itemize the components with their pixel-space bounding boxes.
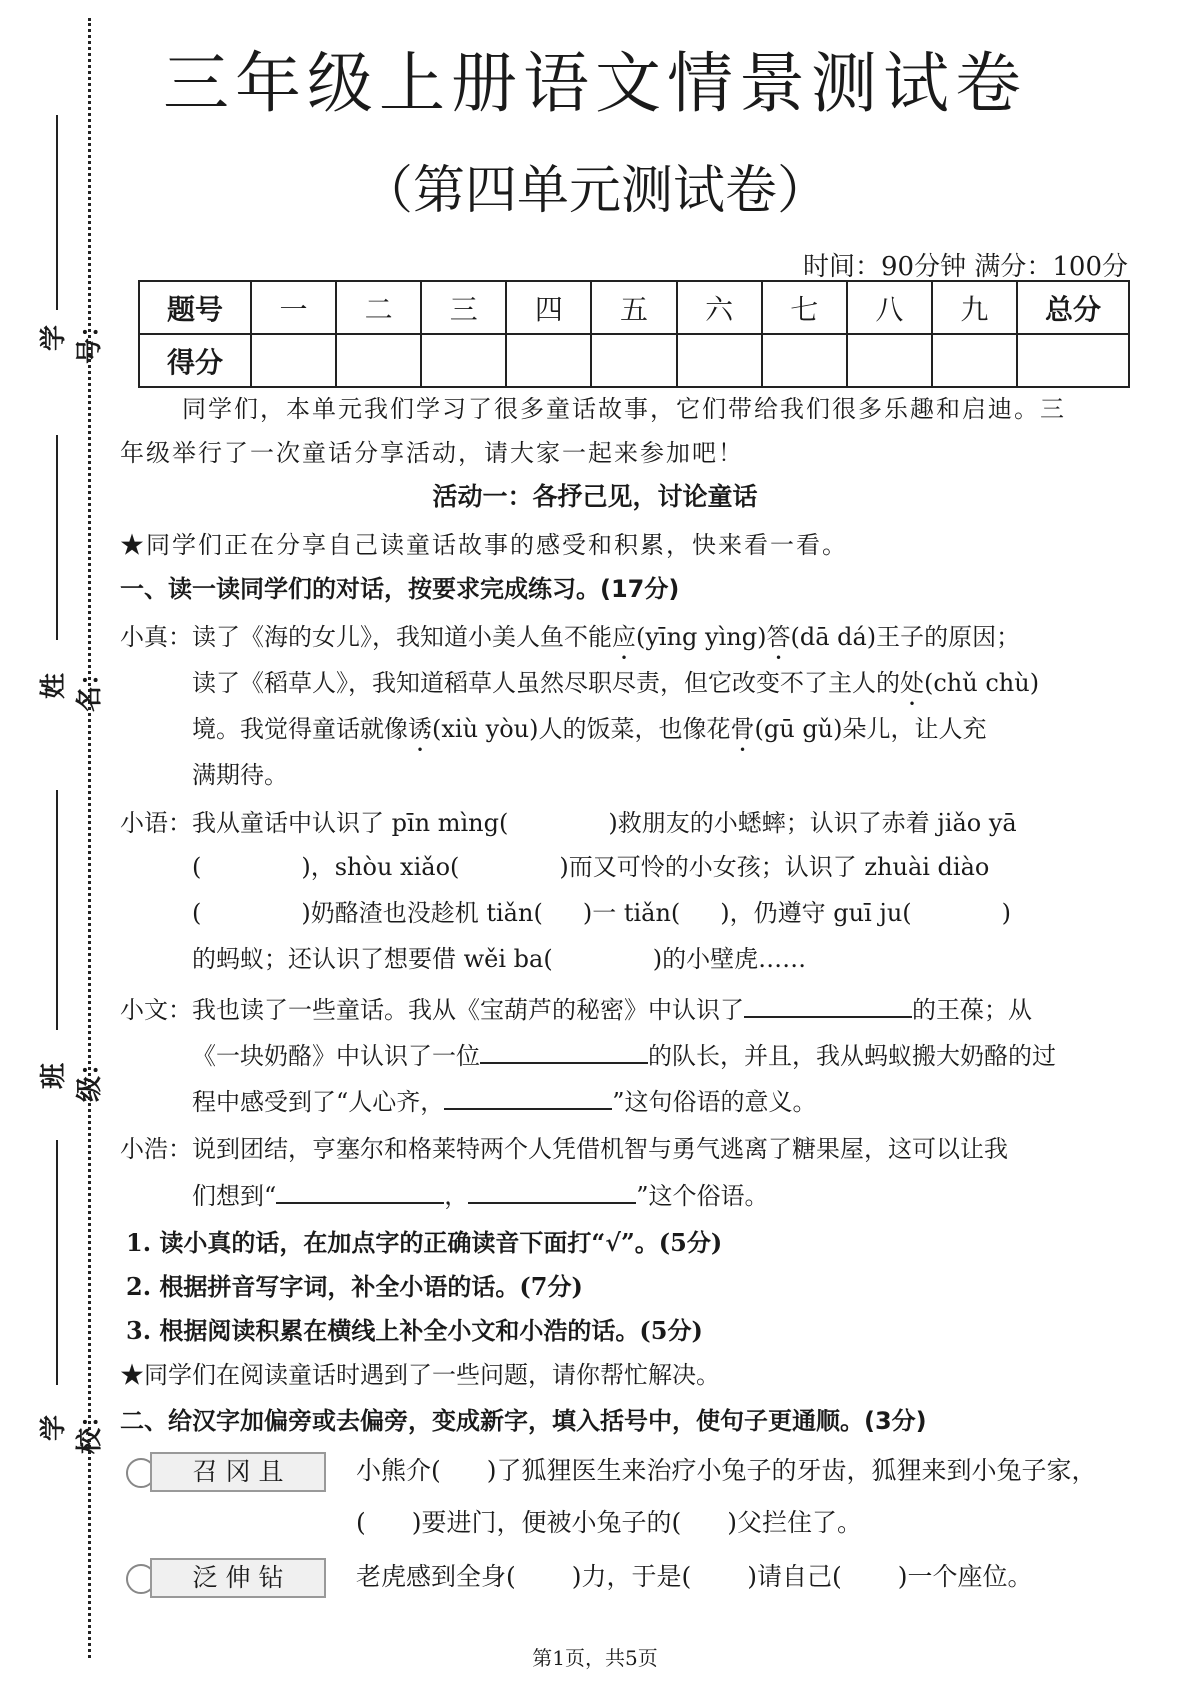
character-options-2: 泛 伸 钻 — [150, 1558, 326, 1598]
text: )了狐狸医生来治疗小兔子的牙齿，狐狸来到小兔子家， — [486, 1456, 1097, 1485]
score-cell[interactable] — [336, 334, 421, 387]
pinyin-options[interactable]: (yīng yìng) — [636, 623, 767, 651]
score-cell[interactable] — [251, 334, 336, 387]
text: ( — [356, 1508, 366, 1537]
column-6: 六 — [677, 281, 762, 334]
column-8: 八 — [847, 281, 932, 334]
xiaohao-line-1: 小浩：说到团结，亨塞尔和格莱特两个人凭借机智与勇气逃离了糖果屋，这可以让我 — [120, 1135, 1008, 1163]
page-footer: 第1页，共5页 — [532, 1646, 658, 1670]
school-line[interactable] — [56, 1140, 58, 1385]
pinyin-options[interactable]: (gū gǔ)朵儿，让人充 — [754, 715, 987, 743]
page-subtitle: （第四单元测试卷） — [360, 161, 829, 221]
school-label: 学校： — [39, 1402, 105, 1455]
text: 们想到“ — [192, 1182, 277, 1210]
star-instruction-2: ★同学们在阅读童话时遇到了一些问题，请你帮忙解决。 — [120, 1361, 720, 1389]
text: )要进门，便被小兔子的( — [411, 1508, 682, 1537]
time-info: 时间：90分钟 满分：100分 — [803, 252, 1128, 282]
column-total: 总分 — [1017, 281, 1129, 334]
score-table — [138, 280, 1130, 388]
q2-sentence-1 — [356, 1456, 1097, 1486]
text: 的蚂蚁；还认识了想要借 wěi ba( — [192, 945, 553, 973]
text: 程中感受到了“人心齐， — [192, 1088, 445, 1116]
question1-title: 一、读一读同学们的对话，按要求完成练习。(17分) — [120, 575, 680, 603]
xiaozhen-line-3 — [192, 714, 987, 757]
score-cell[interactable] — [421, 334, 506, 387]
xiaohao-line-2 — [192, 1180, 769, 1211]
column-2: 二 — [336, 281, 421, 334]
text: 的王葆；从 — [912, 996, 1032, 1024]
column-3: 三 — [421, 281, 506, 334]
score-cell[interactable] — [1017, 334, 1129, 387]
dotted-char: 处 — [900, 669, 924, 697]
xiaoyu-line-3 — [192, 898, 1011, 928]
text: ( — [192, 899, 202, 927]
text: 的队长，并且，我从蚂蚁搬大奶酪的过 — [648, 1042, 1056, 1070]
text: )一 tiǎn( — [582, 899, 681, 927]
column-4: 四 — [506, 281, 591, 334]
text: ) — [1001, 899, 1012, 927]
pinyin-options[interactable]: (dā dá)王子的原因； — [790, 623, 1021, 651]
text: )父拦住了。 — [727, 1508, 863, 1537]
text: ( — [192, 853, 202, 881]
star-instruction-1: ★同学们正在分享自己读童话故事的感受和积累，快来看一看。 — [120, 531, 848, 559]
score-cell[interactable] — [591, 334, 676, 387]
score-cell[interactable] — [847, 334, 932, 387]
xiaoyu-line-1 — [120, 808, 1017, 838]
xiaowen-line-3 — [192, 1086, 817, 1117]
column-7: 七 — [762, 281, 847, 334]
text: )力，于是( — [571, 1562, 692, 1591]
dotted-char: 应 — [612, 623, 636, 651]
score-cell[interactable] — [762, 334, 847, 387]
text: 小语：我从童话中认识了 pīn mìng( — [120, 809, 509, 837]
xiaozhen-line-4: 满期待。 — [192, 761, 288, 789]
pinyin-options[interactable]: (xiù yòu)人的饭菜，也像花 — [432, 715, 731, 743]
character-options-1: 召 冈 且 — [150, 1452, 326, 1492]
xiaoyu-line-2 — [192, 852, 989, 882]
dotted-char: 答 — [766, 623, 791, 651]
task-2: 2. 根据拼音写字词，补全小语的话。(7分) — [126, 1272, 583, 1301]
score-label: 得分 — [139, 334, 251, 387]
name-label: 姓名： — [39, 660, 105, 713]
score-table-score-row — [139, 334, 1129, 387]
question-number-label: 题号 — [139, 281, 251, 334]
dotted-char: 诱 — [408, 715, 432, 743]
score-cell[interactable] — [677, 334, 762, 387]
q2-sentence-2 — [356, 1508, 862, 1538]
q2-sentence-3 — [356, 1562, 1033, 1592]
dotted-char: 骨 — [730, 715, 755, 743]
column-1: 一 — [251, 281, 336, 334]
text: )而又可怜的小女孩；认识了 zhuài diào — [559, 853, 990, 881]
page-title: 三年级上册语文情景测试卷 — [163, 45, 1027, 122]
xiaozhen-line-1 — [120, 622, 1020, 665]
xiaowen-line-1 — [120, 994, 1032, 1025]
intro-line-2: 年级举行了一次童话分享活动，请大家一起来参加吧！ — [120, 439, 744, 467]
score-cell[interactable] — [932, 334, 1017, 387]
text: )救朋友的小蟋蟀；认识了赤着 jiǎo yā — [608, 809, 1017, 837]
student-id-label: 学号： — [39, 312, 105, 365]
text: )，仍遵守 guī ju( — [720, 899, 912, 927]
answer-line[interactable] — [480, 1040, 648, 1064]
text: ”这个俗语。 — [636, 1182, 769, 1210]
text: )奶酪渣也没趁机 tiǎn( — [301, 899, 543, 927]
xiaozhen-line-2 — [192, 668, 1039, 711]
text: 读了《稻草人》，我知道稻草人虽然尽职尽责，但它改变不了主人的 — [192, 669, 900, 697]
intro-line-1: 同学们，本单元我们学习了很多童话故事，它们带给我们很多乐趣和启迪。三 — [182, 395, 1066, 423]
task-1: 1. 读小真的话，在加点字的正确读音下面打“√”。(5分) — [126, 1228, 723, 1257]
question2-title: 二、给汉字加偏旁或去偏旁，变成新字，填入括号中，使句子更通顺。(3分) — [120, 1407, 927, 1435]
xiaoyu-line-4 — [192, 944, 806, 974]
text: )请自己( — [747, 1562, 842, 1591]
answer-line[interactable] — [444, 1086, 612, 1110]
text: 境。我觉得童话就像 — [192, 715, 408, 743]
answer-line[interactable] — [744, 994, 912, 1018]
class-line[interactable] — [56, 790, 58, 1030]
text: 《一块奶酪》中认识了一位 — [192, 1042, 480, 1070]
text: ， — [444, 1182, 469, 1210]
column-9: 九 — [932, 281, 1017, 334]
score-table-header-row — [139, 281, 1129, 334]
name-line[interactable] — [56, 435, 58, 640]
answer-line[interactable] — [276, 1180, 444, 1204]
activity1-title: 活动一：各抒己见，讨论童话 — [432, 482, 758, 511]
text: ”这句俗语的意义。 — [612, 1088, 817, 1116]
answer-line[interactable] — [468, 1180, 636, 1204]
score-cell[interactable] — [506, 334, 591, 387]
xiaowen-line-2 — [192, 1040, 1056, 1071]
text: 老虎感到全身( — [356, 1562, 516, 1591]
text: )，shòu xiǎo( — [301, 853, 460, 881]
text: )一个座位。 — [897, 1562, 1033, 1591]
pinyin-options[interactable]: (chǔ chù) — [924, 669, 1040, 697]
text: 小熊介( — [356, 1456, 441, 1485]
class-label: 班级： — [39, 1050, 105, 1103]
text: 小真：读了《海的女儿》，我知道小美人鱼不能 — [120, 623, 612, 651]
text: 小文：我也读了一些童话。我从《宝葫芦的秘密》中认识了 — [120, 996, 744, 1024]
text: )的小壁虎…… — [652, 945, 807, 973]
task-3: 3. 根据阅读积累在横线上补全小文和小浩的话。(5分) — [126, 1316, 703, 1345]
column-5: 五 — [591, 281, 676, 334]
